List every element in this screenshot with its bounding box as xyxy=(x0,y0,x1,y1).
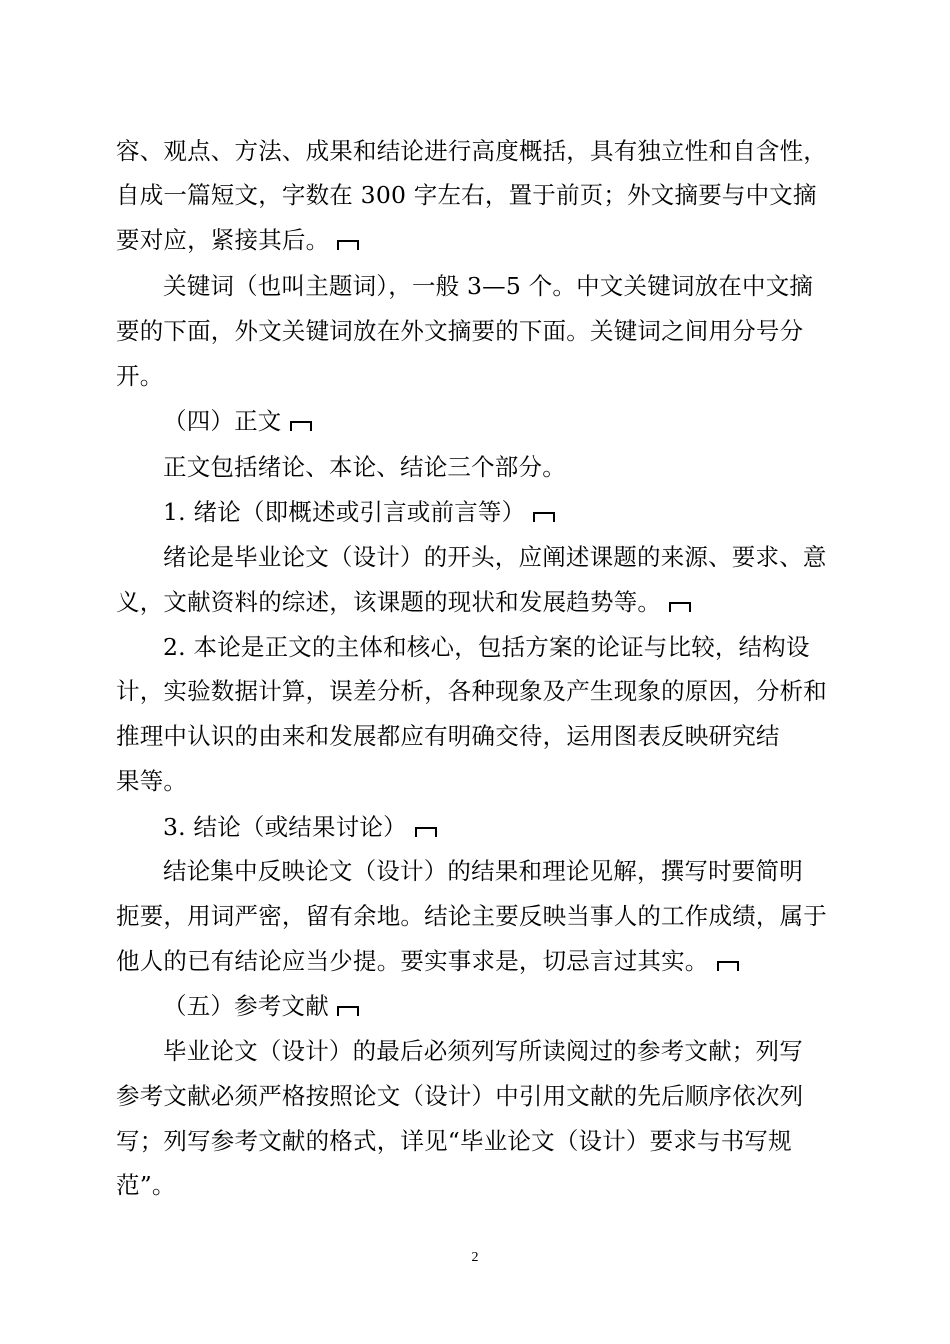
text-line: 果等。 xyxy=(116,767,188,795)
paragraph-mark-icon xyxy=(290,421,312,431)
text-line: 参考文献必须严格按照论文（设计）中引用文献的先后顺序依次列 xyxy=(116,1082,804,1110)
text-line: 推理中认识的由来和发展都应有明确交待，运用图表反映研究结 xyxy=(116,722,780,750)
text-line: 要的下面，外文关键词放在外文摘要的下面。关键词之间用分号分 xyxy=(116,317,804,345)
text-line: 计，实验数据计算，误差分析，各种现象及产生现象的原因，分析和 xyxy=(116,677,827,705)
page-number: 2 xyxy=(471,1250,479,1265)
section-heading: （四）正文 xyxy=(163,403,312,439)
text-line: 自成一篇短文，字数在 300 字左右，置于前页；外文摘要与中文摘 xyxy=(116,181,817,209)
text-line: 义，文献资料的综述，该课题的现状和发展趋势等。 xyxy=(116,584,691,620)
text-line: 毕业论文（设计）的最后必须列写所读阅过的参考文献；列写 xyxy=(163,1037,803,1065)
section-heading: （五）参考文献 xyxy=(163,988,359,1024)
text-line: 绪论是毕业论文（设计）的开头，应阐述课题的来源、要求、意 xyxy=(163,543,827,571)
text-line: 他人的已有结论应当少提。要实事求是，切忌言过其实。 xyxy=(116,943,739,979)
text-line: 2. 本论是正文的主体和核心，包括方案的论证与比较，结构设 xyxy=(163,633,810,661)
paragraph-mark-icon xyxy=(337,240,359,250)
text-line: 写；列写参考文献的格式，详见“毕业论文（设计）要求与书写规 xyxy=(116,1127,792,1155)
paragraph-mark-icon xyxy=(669,602,691,612)
text-line: 容、观点、方法、成果和结论进行高度概括，具有独立性和自含性， xyxy=(116,137,827,165)
text-line: 结论集中反映论文（设计）的结果和理论见解，撰写时要简明 xyxy=(163,857,803,885)
text-line: 范”。 xyxy=(116,1171,176,1199)
text-line: 扼要，用词严密，留有余地。结论主要反映当事人的工作成绩，属于 xyxy=(116,902,827,930)
subsection-heading: 1. 绪论（即概述或引言或前言等） xyxy=(163,494,555,530)
paragraph-mark-icon xyxy=(415,827,437,837)
text-line: 要对应，紧接其后。 xyxy=(116,222,359,258)
text-line: 开。 xyxy=(116,362,164,390)
paragraph-mark-icon xyxy=(717,961,739,971)
text-line: 正文包括绪论、本论、结论三个部分。 xyxy=(163,453,566,481)
subsection-heading: 3. 结论（或结果讨论） xyxy=(163,809,437,845)
text-line: 关键词（也叫主题词），一般 3—5 个。中文关键词放在中文摘 xyxy=(163,272,814,300)
paragraph-mark-icon xyxy=(337,1006,359,1016)
paragraph-mark-icon xyxy=(533,512,555,522)
